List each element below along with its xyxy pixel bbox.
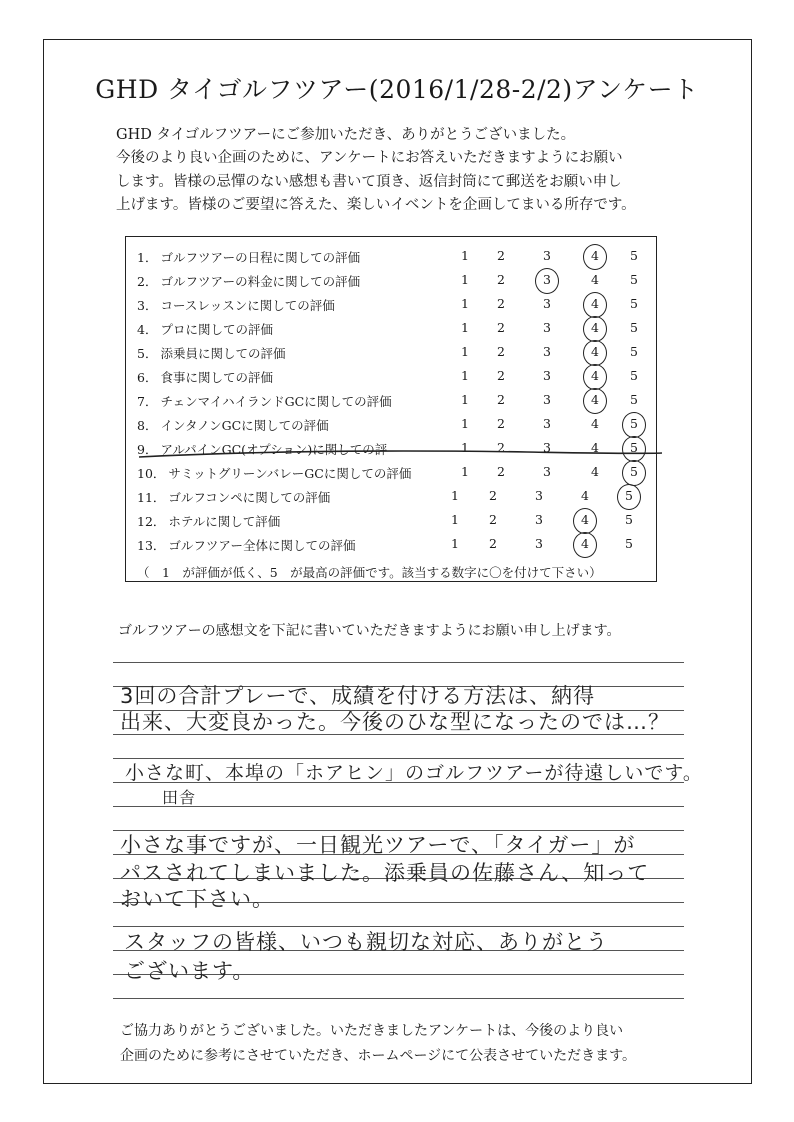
selected-rating-circle <box>573 508 597 534</box>
question-label <box>137 248 360 266</box>
handwritten-comment-line: 出来、大変良かった。今後のひな型になったのでは…？ <box>120 710 670 734</box>
rating-option-3[interactable]: 3 <box>543 440 551 455</box>
rating-option-4[interactable]: 4 <box>591 248 599 263</box>
question-row <box>137 416 657 438</box>
question-row <box>137 344 657 366</box>
handwritten-comment-line: おいて下さい。 <box>120 887 274 911</box>
question-number: 9． <box>137 442 158 457</box>
ruled-line <box>113 662 684 663</box>
rating-option-2[interactable]: 2 <box>497 344 505 359</box>
rating-option-4[interactable]: 4 <box>581 536 589 551</box>
selected-rating-circle <box>583 244 607 270</box>
rating-option-5[interactable]: 5 <box>630 272 638 287</box>
selected-rating-circle <box>573 532 597 558</box>
question-label <box>137 488 330 506</box>
rating-option-5[interactable]: 5 <box>630 320 638 335</box>
selected-rating-circle <box>583 316 607 342</box>
ruled-line <box>113 998 684 999</box>
rating-option-1[interactable]: 1 <box>451 488 459 503</box>
selected-rating-circle <box>583 292 607 318</box>
rating-option-3[interactable]: 3 <box>535 512 543 527</box>
question-number: 5． <box>137 346 158 361</box>
rating-option-3[interactable]: 3 <box>543 320 551 335</box>
rating-option-1[interactable]: 1 <box>461 464 469 479</box>
handwritten-comment-line: 小さな事ですが、一日観光ツアーで、「タイガー」が <box>120 833 636 857</box>
rating-option-1[interactable]: 1 <box>461 416 469 431</box>
handwritten-comment-line: 3回の合計プレーで、成績を付ける方法は、納得 <box>120 684 596 708</box>
handwritten-comment-line: パスされてしまいました。添乗員の佐藤さん、知って <box>120 861 650 885</box>
rating-option-3[interactable]: 3 <box>543 368 551 383</box>
ruled-line <box>113 806 684 807</box>
rating-option-4[interactable]: 4 <box>591 320 599 335</box>
intro-text <box>116 124 716 217</box>
rating-option-2[interactable]: 2 <box>497 272 505 287</box>
question-label <box>137 416 329 434</box>
closing-line: 企画のために参考にさせていただき、ホームページにて公表させていただきます。 <box>120 1048 637 1064</box>
question-row <box>137 464 657 486</box>
rating-option-3[interactable]: 3 <box>543 464 551 479</box>
handwritten-comment-line: 田舎 <box>162 788 197 807</box>
rating-option-3[interactable]: 3 <box>543 416 551 431</box>
rating-option-5[interactable]: 5 <box>630 464 638 479</box>
selected-rating-circle <box>583 340 607 366</box>
question-number: 3． <box>137 298 158 313</box>
rating-option-3[interactable]: 3 <box>543 272 551 287</box>
rating-option-4[interactable]: 4 <box>591 296 599 311</box>
rating-option-1[interactable]: 1 <box>461 344 469 359</box>
rating-option-4[interactable]: 4 <box>581 512 589 527</box>
rating-option-5[interactable]: 5 <box>630 440 638 455</box>
rating-option-1[interactable]: 1 <box>451 512 459 527</box>
question-number: 6． <box>137 370 158 385</box>
question-text: ゴルフツアー全体に関しての評価 <box>168 538 356 553</box>
question-row <box>137 248 657 270</box>
question-text: インタノンGCに関しての評価 <box>160 418 329 433</box>
question-label <box>137 536 356 554</box>
selected-rating-circle <box>583 364 607 390</box>
question-row <box>137 272 657 294</box>
rating-option-4[interactable]: 4 <box>591 464 599 479</box>
question-text: ゴルフコンペに関しての評価 <box>168 490 331 505</box>
question-number: 1． <box>137 250 158 265</box>
question-number: 13． <box>137 538 166 553</box>
question-text: チェンマイハイランドGCに関しての評価 <box>160 394 392 409</box>
scale-note: （ 1 が評価が低く、5 が最高の評価です。該当する数字に〇を付けて下さい） <box>137 565 602 580</box>
intro-line: 上げます。皆様のご要望に答えた、楽しいイベントを企画してまいる所存です。 <box>116 196 636 213</box>
rating-option-5[interactable]: 5 <box>630 248 638 263</box>
question-label <box>137 296 335 314</box>
rating-option-1[interactable]: 1 <box>461 248 469 263</box>
handwritten-comment-line: ございます。 <box>124 959 255 983</box>
selected-rating-circle <box>583 388 607 414</box>
rating-option-2[interactable]: 2 <box>497 296 505 311</box>
rating-option-3[interactable]: 3 <box>535 488 543 503</box>
rating-option-4[interactable]: 4 <box>591 416 599 431</box>
question-label <box>137 344 285 362</box>
question-label <box>137 464 411 482</box>
rating-option-5[interactable]: 5 <box>630 296 638 311</box>
rating-option-5[interactable]: 5 <box>630 344 638 359</box>
rating-option-2[interactable]: 2 <box>497 368 505 383</box>
rating-option-1[interactable]: 1 <box>461 368 469 383</box>
selected-rating-circle <box>622 460 646 486</box>
rating-option-4[interactable]: 4 <box>591 344 599 359</box>
closing-line: ご協力ありがとうございました。いただきましたアンケートは、今後のより良い <box>120 1023 624 1039</box>
rating-option-4[interactable]: 4 <box>591 440 599 455</box>
rating-option-2[interactable]: 2 <box>489 536 497 551</box>
strikethrough-line <box>137 448 664 462</box>
rating-option-5[interactable]: 5 <box>625 536 633 551</box>
question-row <box>137 320 657 342</box>
rating-option-2[interactable]: 2 <box>497 320 505 335</box>
question-text: ゴルフツアーの料金に関しての評価 <box>160 274 361 289</box>
closing-text <box>120 1019 636 1069</box>
rating-option-2[interactable]: 2 <box>497 392 505 407</box>
rating-option-2[interactable]: 2 <box>497 416 505 431</box>
rating-option-5[interactable]: 5 <box>625 512 633 527</box>
rating-option-2[interactable]: 2 <box>497 440 505 455</box>
rating-option-3[interactable]: 3 <box>543 296 551 311</box>
rating-option-2[interactable]: 2 <box>489 512 497 527</box>
question-row <box>137 488 657 510</box>
selected-rating-circle <box>535 268 559 294</box>
question-number: 12． <box>137 514 166 529</box>
question-text: コースレッスンに関しての評価 <box>160 298 335 313</box>
question-text: 食事に関しての評価 <box>160 370 273 385</box>
question-label <box>137 392 392 410</box>
question-row <box>137 512 657 534</box>
question-number: 2． <box>137 274 158 289</box>
question-label <box>137 512 280 530</box>
handwritten-comment-line: スタッフの皆様、いつも親切な対応、ありがとう <box>124 930 608 954</box>
question-text: 添乗員に関しての評価 <box>160 346 286 361</box>
question-label <box>137 272 360 290</box>
question-number: 4． <box>137 322 158 337</box>
question-row <box>137 296 657 318</box>
rating-option-1[interactable]: 1 <box>451 536 459 551</box>
question-label <box>137 368 273 386</box>
page-title: GHD タイゴルフツアー(2016/1/28-2/2)アンケート <box>95 75 699 104</box>
selected-rating-circle <box>622 412 646 438</box>
comment-prompt: ゴルフツアーの感想文を下記に書いていただきますようにお願い申し上げます。 <box>118 623 621 639</box>
rating-option-1[interactable]: 1 <box>461 320 469 335</box>
rating-option-3[interactable]: 3 <box>535 536 543 551</box>
rating-option-3[interactable]: 3 <box>543 248 551 263</box>
rating-option-2[interactable]: 2 <box>497 464 505 479</box>
rating-option-4[interactable]: 4 <box>581 488 589 503</box>
rating-option-2[interactable]: 2 <box>489 488 497 503</box>
intro-line: します。皆様の忌憚のない感想も書いて頂き、返信封筒にて郵送をお願い申し <box>116 173 622 190</box>
rating-option-5[interactable]: 5 <box>630 416 638 431</box>
rating-option-4[interactable]: 4 <box>591 368 599 383</box>
question-text: プロに関しての評価 <box>160 322 273 337</box>
rating-option-1[interactable]: 1 <box>461 440 469 455</box>
question-text: アルパインGC(オプション)に関しての評 <box>160 442 388 457</box>
question-number: 11． <box>137 490 166 505</box>
question-label <box>137 320 273 338</box>
rating-option-1[interactable]: 1 <box>461 272 469 287</box>
question-row <box>137 536 657 558</box>
rating-option-3[interactable]: 3 <box>543 392 551 407</box>
rating-option-1[interactable]: 1 <box>461 296 469 311</box>
intro-line: GHD タイゴルフツアーにご参加いただき、ありがとうございました。 <box>116 127 576 143</box>
question-number: 7． <box>137 394 158 409</box>
question-text: ゴルフツアーの日程に関しての評価 <box>160 250 361 265</box>
rating-option-5[interactable]: 5 <box>630 392 638 407</box>
intro-line: 今後のより良い企画のために、アンケートにお答えいただきますようにお願い <box>116 150 623 167</box>
rating-option-5[interactable]: 5 <box>630 368 638 383</box>
question-row <box>137 368 657 390</box>
question-row <box>137 392 657 414</box>
rating-option-1[interactable]: 1 <box>461 392 469 407</box>
rating-option-4[interactable]: 4 <box>591 392 599 407</box>
selected-rating-circle <box>617 484 641 510</box>
question-number: 8． <box>137 418 158 433</box>
question-number: 10． <box>137 466 166 481</box>
rating-option-5[interactable]: 5 <box>625 488 633 503</box>
question-text: ホテルに関して評価 <box>168 514 281 529</box>
question-text: サミットグリーンバレーGCに関しての評価 <box>168 466 412 481</box>
rating-option-2[interactable]: 2 <box>497 248 505 263</box>
rating-option-4[interactable]: 4 <box>591 272 599 287</box>
handwritten-comment-line: 小さな町、本埠の「ホアヒン」のゴルフツアーが待遠しいです。 <box>125 762 703 784</box>
rating-option-3[interactable]: 3 <box>543 344 551 359</box>
